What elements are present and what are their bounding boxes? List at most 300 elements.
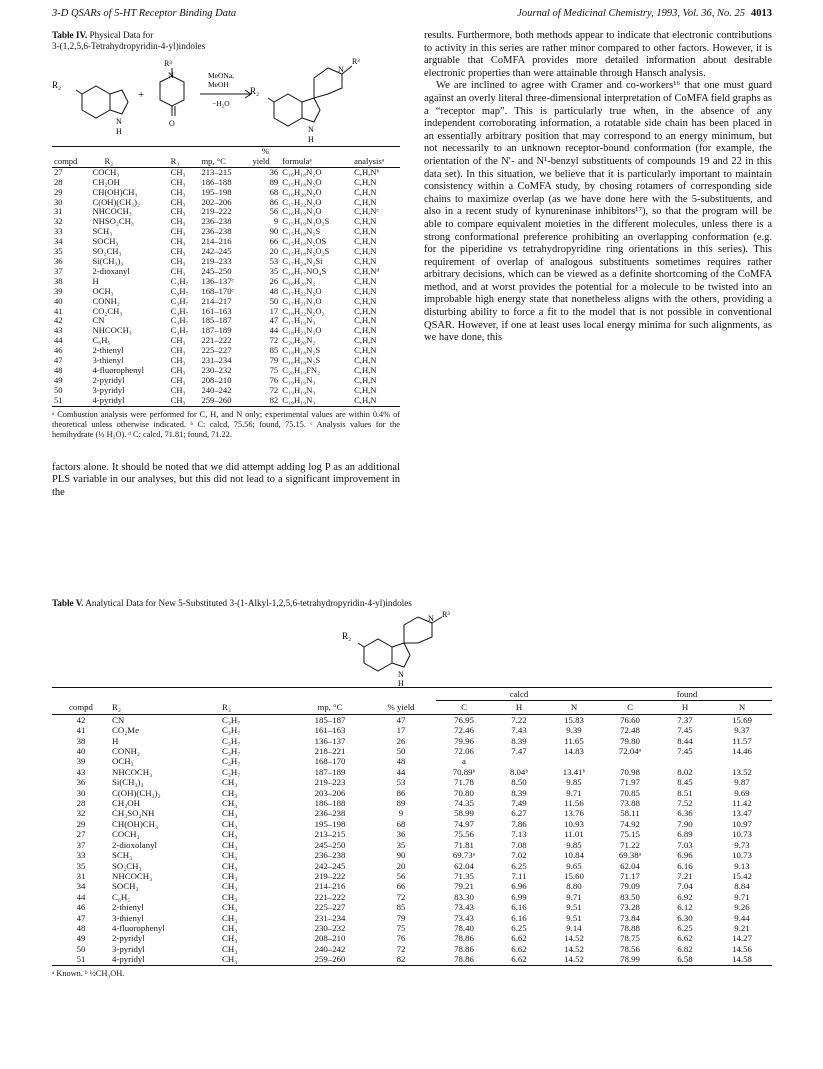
col-analysis: analysisᵃ xyxy=(352,157,400,167)
cell-calcd-h: 8.39 xyxy=(511,787,527,798)
cell-yield: 76 xyxy=(396,933,406,944)
cell-formula: C₁₈H₁₇NO₄S xyxy=(282,265,327,276)
cell-compd: 28 xyxy=(76,798,86,809)
cell-found-c: 78.75 xyxy=(620,933,640,944)
cell-mp: 231–234 xyxy=(314,912,346,923)
cell-calcd-c: 72.46 xyxy=(454,725,474,736)
cell-analysis: C,H,N xyxy=(352,396,400,406)
cell-yield: 20 xyxy=(269,246,279,257)
cell-calcd-h: 7.08 xyxy=(511,839,527,850)
cell-mp: 225–227 xyxy=(314,902,346,913)
cell-compd: 44 xyxy=(54,335,63,346)
cell-calcd-h: 6.62 xyxy=(511,933,527,944)
cell-mp: 219–222 xyxy=(201,206,232,217)
cell-r2: 4-fluorophenyl xyxy=(92,364,145,375)
cell-analysis: C,H,N xyxy=(354,364,377,375)
cell-r2: Si(CH₃)₃ xyxy=(112,777,144,788)
cell-found-c: 69.38ᵃ xyxy=(618,850,642,861)
cell-r2: C(OH)(CH₃)₂ xyxy=(112,787,161,798)
cell-analysis: C,H,N xyxy=(354,176,377,187)
right-paragraph-2: We are inclined to agree with Cramer and co-workers¹⁶ that one must guard against an overly literal three-dimensional interpretation of CoMFA field graphs as a “receptor map”. This is particularly true when, in the absence of any independent corroborating information, a rotatable side chain has been placed in an essentially arbitrary position that may correspond to an energy minimum, but not necessarily to an unknown receptor-bound conformation (for example, the orientation of the N′- and N¹-benzyl substituents of compounds 19 and 22 in this data set). In this situation, we believe that it is particularly important to maintain consistency within a CoMFA study, by chosing rotamers of corresponding side chains to maximize overlap (as we have done here with the 5-substituents, and also in a recent study of kynureninase inhibitors¹⁷), so that the program will be able to compare equivalent moieties in the different molecules, unless there is a strong conformational preference prohibiting an overlapping conformation (e.g. for the piperidine vs tetrahydropyridine ring orientations in this series). This requirement of overlap of analogous substituents sometimes requires rather arbitrary decisions, which can be viewed as a definite shortcoming of the CoMFA method, and at worst provides the potential for a molecule to be twisted into an improbable high energy state that nonetheless aligns with the others, providing a disturbing ability to force a fit to the model that is not possible in conventional QSAR. However, if one at least uses local energy minima for such alignments, as we have done, this xyxy=(424,80,772,344)
col-r3: R₃ xyxy=(169,157,200,167)
cell-mp: 208–210 xyxy=(201,374,232,385)
cell-calcd-c: 78.40 xyxy=(454,922,474,933)
cell-calcd-n: 11.01 xyxy=(564,829,584,840)
cell-yield: 68 xyxy=(269,186,279,197)
cell-formula: C₁₆H₁₈N₂O xyxy=(282,166,322,177)
cell-found-c: 72.48 xyxy=(620,725,640,736)
cell-calcd-n: 11.56 xyxy=(564,798,584,809)
cell-r2: CO₂Me xyxy=(112,725,140,736)
cell-calcd-n: 9.51 xyxy=(566,902,582,913)
cell-mp: 214–217 xyxy=(201,295,232,306)
cell-analysis: C,H,N xyxy=(354,236,377,247)
cell-found-h: 6.12 xyxy=(677,902,693,913)
cell-r2: H xyxy=(92,275,99,286)
cell-calcd-c: 69.73ᵃ xyxy=(452,850,476,861)
cell-yield: 50 xyxy=(269,295,279,306)
cell-formula: C₁₈H₂₃N₃O xyxy=(282,325,322,336)
cell-yield: 53 xyxy=(269,255,279,266)
cell-mp: 245–250 xyxy=(201,265,232,276)
t5-r2: R₂ xyxy=(342,631,352,641)
cell-compd: 32 xyxy=(76,808,86,819)
cell-calcd-h: 6.96 xyxy=(511,881,527,892)
cell-yield: 44 xyxy=(269,325,279,336)
cell-found-h: 8.45 xyxy=(677,777,693,788)
cell-compd: 30 xyxy=(76,787,86,798)
cell-compd: 36 xyxy=(54,255,63,266)
cell-yield: 68 xyxy=(396,818,406,829)
cell-mp: 230–232 xyxy=(201,364,232,375)
cell-calcd-n: 9.85 xyxy=(566,777,582,788)
cell-yield: 79 xyxy=(269,355,279,366)
cell-found-h xyxy=(658,756,712,766)
cell-formula: C₁₇H₂₄N₂Si xyxy=(282,255,323,266)
cell-compd: 33 xyxy=(76,850,86,861)
cell-calcd-h: 7.49 xyxy=(511,798,527,809)
cell-mp: 214–216 xyxy=(314,881,346,892)
cell-compd: 38 xyxy=(54,275,63,286)
cell-calcd-c: 73.43 xyxy=(454,912,474,923)
cell-r2: SOCH₃ xyxy=(92,236,119,247)
cell-yield: 26 xyxy=(269,275,279,286)
cell-found-n: 11.57 xyxy=(732,735,752,746)
cell-r2: C₆H₅ xyxy=(112,891,131,902)
scheme-piperidone-o: O xyxy=(169,119,175,128)
cell-r2: SCH₃ xyxy=(92,226,113,237)
cell-calcd-c: 71.81 xyxy=(454,839,474,850)
cell-formula: C₁₅H₁₈N₂S xyxy=(282,226,321,237)
cell-r3: CH₃ xyxy=(170,345,186,356)
col-yield-percent: % xyxy=(261,146,269,156)
cell-yield: 35 xyxy=(396,839,406,850)
cell-compd: 50 xyxy=(76,943,86,954)
cell-yield: 44 xyxy=(396,766,406,777)
cell-found-n: 10.73 xyxy=(732,829,752,840)
cell-r2: 2-thienyl xyxy=(112,902,144,913)
cell-r3: CH₃ xyxy=(222,943,238,954)
cell-r2: CN xyxy=(92,315,105,326)
cell-formula: C₁₈H₂₂N₂O₂ xyxy=(282,305,325,316)
col-formula: formulaᵃ xyxy=(280,157,352,167)
cell-yield: 72 xyxy=(269,384,279,395)
cell-compd: 34 xyxy=(76,881,86,892)
cell-calcd-n: 9.14 xyxy=(566,922,582,933)
cell-found-c: 78.56 xyxy=(620,943,640,954)
scheme-plus: + xyxy=(138,89,145,101)
cell-analysis: C,H,N xyxy=(354,295,377,306)
cell-found-h: 6.96 xyxy=(677,850,693,861)
scheme-reagent-3: −H₂O xyxy=(212,99,230,108)
cell-r3: CH₃ xyxy=(170,216,186,227)
cell-mp: 259–260 xyxy=(314,954,346,965)
cell-r3: CH₃ xyxy=(170,176,186,187)
cell-analysis: C,H,N xyxy=(354,275,377,286)
cell-r2: 4-pyridyl xyxy=(91,396,169,406)
cell-found-n: 9.26 xyxy=(734,902,750,913)
t5-h: H xyxy=(398,679,404,687)
cell-calcd-h: 7.47 xyxy=(511,746,527,757)
cell-r2: 2-pyridyl xyxy=(92,374,125,385)
cell-analysis: C,H,N xyxy=(354,345,377,356)
col-r2: R₂ xyxy=(91,157,169,167)
cell-yield: 75 xyxy=(269,364,279,375)
cell-mp: 214–216 xyxy=(201,236,232,247)
cell-mp: 225–227 xyxy=(201,345,232,356)
table-row xyxy=(52,819,772,829)
cell-calcd-c: 74.97 xyxy=(454,818,474,829)
cell-compd: 48 xyxy=(76,922,86,933)
cell-compd: 39 xyxy=(54,285,63,296)
cell-yield: 89 xyxy=(396,798,406,809)
cell-compd: 31 xyxy=(76,870,86,881)
cell-mp: 245–250 xyxy=(314,839,346,850)
cell-found-h: 8.44 xyxy=(677,735,693,746)
table-iv-body xyxy=(52,167,400,406)
scheme-piperidone-r3: R³ xyxy=(164,59,172,68)
cell-calcd-h: 6.25 xyxy=(511,922,527,933)
cell-yield: 89 xyxy=(269,176,279,187)
cell-compd: 49 xyxy=(54,374,63,385)
cell-r2: NHCOCH₃ xyxy=(112,766,153,777)
cell-compd: 29 xyxy=(54,186,63,197)
table-row xyxy=(52,881,772,891)
cell-r3: CH₃ xyxy=(170,364,186,375)
cell-r3: CH₃ xyxy=(222,954,238,965)
cell-formula: C₁₉H₁₉N₃ xyxy=(282,384,316,395)
cell-compd: 42 xyxy=(54,315,63,326)
cell-r2: SOCH₃ xyxy=(112,881,139,892)
cell-r2: C(OH)(CH₃)₂ xyxy=(92,196,141,207)
cell-r3: CH₃ xyxy=(170,265,186,276)
cell-r3: C₃H₇ xyxy=(222,756,241,767)
cell-analysis: C,H,N xyxy=(354,216,377,227)
cell-analysis: C,H,N xyxy=(354,226,377,237)
cell-compd: 49 xyxy=(76,933,86,944)
col-found-h: H xyxy=(658,701,712,714)
cell-r2: CN xyxy=(112,714,125,725)
cell-yield: 53 xyxy=(396,777,406,788)
table-row xyxy=(52,840,772,850)
cell-found-h: 6.36 xyxy=(677,808,693,819)
cell-calcd-c: 70.80 xyxy=(454,787,474,798)
cell-mp: 161–163 xyxy=(201,305,232,316)
cell-r3: CH₃ xyxy=(222,798,238,809)
table-v-footnote: ᵃ Known. ᵇ ½CH₃OH. xyxy=(52,968,125,978)
cell-compd: 29 xyxy=(76,818,86,829)
cell-compd: 50 xyxy=(54,384,63,395)
col-found-c: C xyxy=(602,701,658,714)
cell-found-n: 9.44 xyxy=(734,912,750,923)
cell-r2: NHCOCH₃ xyxy=(92,206,132,217)
scheme-product-r3: R³ xyxy=(352,57,360,66)
cell-compd: 40 xyxy=(54,295,63,306)
cell-r2: COCH₃ xyxy=(112,829,140,840)
cell-formula: C₁₅H₁₈N₂OS xyxy=(282,236,327,247)
cell-r3: CH₃ xyxy=(170,236,186,247)
cell-found-h: 6.82 xyxy=(677,943,693,954)
t5-n: N xyxy=(398,670,404,679)
cell-r3: CH₃ xyxy=(222,829,238,840)
cell-found-n: 13.52 xyxy=(732,766,752,777)
cell-calcd-h: 8.39 xyxy=(511,735,527,746)
cell-r2: OCH₃ xyxy=(112,756,134,767)
cell-found-h: 6.62 xyxy=(677,933,693,944)
cell-calcd-c: 76.95 xyxy=(454,714,474,725)
table-v xyxy=(52,687,772,965)
cell-yield: 47 xyxy=(396,714,406,725)
cell-calcd-c: 74.35 xyxy=(454,798,474,809)
cell-analysis: C,H,N xyxy=(354,374,377,385)
cell-r2: CONH₂ xyxy=(112,746,140,757)
cell-mp: 219–233 xyxy=(201,255,232,266)
table-v-block xyxy=(52,598,772,979)
cell-yield: 36 xyxy=(269,166,279,177)
cell-found-n: 9.21 xyxy=(734,922,750,933)
cell-found-n: 8.84 xyxy=(734,881,750,892)
cell-analysis: C,H,N xyxy=(354,335,377,346)
table-row xyxy=(52,725,772,735)
cell-found-n: 10.97 xyxy=(732,818,752,829)
cell-mp: 185–187 xyxy=(201,315,232,326)
cell-calcd-n: 10.84 xyxy=(564,850,584,861)
cell-mp: 221–222 xyxy=(201,335,232,346)
table-row xyxy=(52,746,772,756)
cell-compd: 38 xyxy=(76,735,86,746)
scheme-indole-n: N xyxy=(116,117,122,126)
cell-compd: 51 xyxy=(52,396,91,406)
cell-r3: CH₃ xyxy=(170,374,186,385)
cell-r3: CH₃ xyxy=(170,355,186,366)
cell-calcd-c: 71.35 xyxy=(454,870,474,881)
cell-found-h: 6.16 xyxy=(677,860,693,871)
cell-r2: CH(OH)CH₃ xyxy=(112,818,159,829)
cell-formula: C₁₉H₁₉N₃ xyxy=(282,374,316,385)
table-iv xyxy=(52,147,400,407)
cell-found-c: 76.60 xyxy=(620,714,640,725)
cell-yield: 17 xyxy=(396,725,406,736)
cell-compd: 37 xyxy=(76,839,86,850)
scheme-reagent-1: MeONa, xyxy=(208,71,235,80)
cell-r3: C₃H₇ xyxy=(170,315,189,326)
cell-calcd-n: 11.65 xyxy=(564,735,584,746)
cell-r2: NHCOCH₃ xyxy=(92,325,132,336)
table-iv-title: Table IV. xyxy=(52,30,88,40)
cell-r3: C₃H₇ xyxy=(222,746,241,757)
cell-formula: C₂₀H₁₉FN₂ xyxy=(282,364,321,375)
cell-r3: CH₃ xyxy=(170,255,186,266)
cell-r2: COCH₃ xyxy=(92,166,120,177)
cell-compd: 47 xyxy=(76,912,86,923)
cell-mp: 240–242 xyxy=(201,384,232,395)
scheme-reagent-2: MeOH xyxy=(208,80,229,89)
cell-r2: CH(OH)CH₃ xyxy=(92,186,138,197)
cell-r3: CH₃ xyxy=(169,396,200,406)
cell-found-c: 73.28 xyxy=(620,902,640,913)
table-v-bottom-rule xyxy=(52,965,772,966)
cell-yield: 35 xyxy=(269,265,279,276)
cell-r2: 3-thienyl xyxy=(92,355,124,366)
cell-r2: SCH₃ xyxy=(112,850,133,861)
scheme-product-h: H xyxy=(308,135,314,144)
cell-calcd-h: 7.13 xyxy=(511,829,527,840)
cell-formula: C₁₆H₁₉N₃O xyxy=(282,206,322,217)
cell-calcd-h: 7.86 xyxy=(511,818,527,829)
cell-found-c: 71.97 xyxy=(620,777,640,788)
cell-analysis: C,H,N xyxy=(354,305,377,316)
cell-r3: CH₃ xyxy=(170,246,186,257)
table-v-structure xyxy=(52,611,772,687)
cell-found-n: 14.46 xyxy=(732,746,752,757)
cell-r2: H xyxy=(112,735,119,746)
cell-r2: 2-thienyl xyxy=(92,345,124,356)
cell-yield: 9 xyxy=(273,216,279,227)
cell-yield: 50 xyxy=(396,746,406,757)
cell-compd: 36 xyxy=(76,777,86,788)
col-calcd-n: N xyxy=(546,701,602,714)
cell-r3: CH₃ xyxy=(222,881,238,892)
cell-calcd-c: 79.21 xyxy=(454,881,474,892)
cell-found-n: 10.73 xyxy=(732,850,752,861)
cell-mp: 195–198 xyxy=(314,818,346,829)
cell-calcd-h: 8.04ᵇ xyxy=(509,766,529,777)
cell-found-c: 71.22 xyxy=(620,839,640,850)
scheme-product-r2: R₂ xyxy=(250,86,260,96)
cell-formula: C₁₇H₂₁N₃O xyxy=(282,295,322,306)
cell-r2: CH₃SO₂NH xyxy=(112,808,155,819)
table-row xyxy=(52,850,772,860)
cell-compd: 39 xyxy=(76,756,86,767)
table-iv-caption xyxy=(52,30,400,52)
cell-calcd-h: 6.16 xyxy=(511,902,527,913)
cell-calcd-n: 13.41ᵇ xyxy=(562,766,586,777)
cell-analysis: C,H,N xyxy=(354,325,377,336)
cell-yield: 56 xyxy=(269,206,279,217)
cell-formula: C₁₅H₁₈N₂O xyxy=(282,176,322,187)
cell-compd: 33 xyxy=(54,226,63,237)
cell-yield: 90 xyxy=(269,226,279,237)
left-body-text xyxy=(52,462,400,500)
cell-calcd-c: 72.06 xyxy=(454,746,474,757)
cell-found-c: 78.99 xyxy=(620,954,640,965)
cell-compd: 34 xyxy=(54,236,63,247)
cell-calcd-n: 15.60 xyxy=(564,870,584,881)
col-calcd-c: C xyxy=(436,701,492,714)
cell-analysis: C,H,Nᵈ xyxy=(354,265,380,276)
cell-mp: 242–245 xyxy=(314,860,346,871)
cell-mp: 236–238 xyxy=(201,226,232,237)
cell-r3: C₃H₇ xyxy=(222,714,241,725)
cell-mp: 185–187 xyxy=(314,714,346,725)
cell-r2: 4-pyridyl xyxy=(112,954,145,965)
cell-r3: CH₃ xyxy=(222,891,238,902)
cell-compd: 41 xyxy=(76,725,86,736)
cell-mp: 231–234 xyxy=(201,355,232,366)
col-mp: mp, °C xyxy=(294,701,366,714)
cell-compd: 46 xyxy=(54,345,63,356)
cell-calcd-n: 14.83 xyxy=(564,746,584,757)
cell-calcd-h: 7.43 xyxy=(511,725,527,736)
cell-mp: 136–137 xyxy=(314,735,346,746)
cell-found-h: 6.92 xyxy=(677,891,693,902)
scheme-indole-h: H xyxy=(116,127,122,136)
cell-calcd-c: 70.89ᵇ xyxy=(452,766,476,777)
table-row xyxy=(52,933,772,943)
table-row xyxy=(52,808,772,818)
cell-r3: CH₃ xyxy=(222,922,238,933)
cell-found-h: 6.30 xyxy=(677,912,693,923)
table-v-caption xyxy=(52,598,772,609)
cell-r2: 3-pyridyl xyxy=(112,943,145,954)
cell-r2: 3-pyridyl xyxy=(92,384,125,395)
right-paragraph-1: results. Furthermore, both methods appear to indicate that electronic contributions to activity in this series are rather minor compared to other factors. However, it is arguable that CoMFA provides more detailed information about desirable electronic properties than were attainable through Hansch analysis. xyxy=(424,30,772,79)
cell-found-n xyxy=(712,756,772,766)
cell-analysis: C,H,N xyxy=(354,315,377,326)
cell-found-c: 70.98 xyxy=(620,766,640,777)
cell-compd: 43 xyxy=(76,766,86,777)
cell-mp: 195–198 xyxy=(201,186,232,197)
cell-r2: 2-pyridyl xyxy=(112,933,145,944)
scheme-product-n: N xyxy=(308,125,314,134)
cell-r3: CH₃ xyxy=(222,839,238,850)
cell-yield: 48 xyxy=(269,285,279,296)
cell-yield: 85 xyxy=(396,902,406,913)
cell-calcd-h: 6.16 xyxy=(511,912,527,923)
cell-found-n: 14.58 xyxy=(732,954,752,965)
cell-found-c: 73.84 xyxy=(620,912,640,923)
cell-r2: SO₂CH₃ xyxy=(112,860,142,871)
cell-mp: 161–163 xyxy=(314,725,346,736)
table-v-body xyxy=(52,714,772,964)
cell-calcd-h: 6.27 xyxy=(511,808,527,819)
cell-mp: 230–232 xyxy=(314,922,346,933)
reaction-scheme xyxy=(52,54,400,144)
cell-compd: 48 xyxy=(54,364,63,375)
cell-formula: C₁₉H₁₉N₃ xyxy=(280,396,352,406)
table-row xyxy=(52,798,772,808)
table-row xyxy=(52,788,772,798)
table-v-title: Table V. xyxy=(52,598,84,608)
cell-compd: 30 xyxy=(54,196,63,207)
cell-calcd-h: 7.11 xyxy=(511,870,527,881)
cell-compd: 32 xyxy=(54,216,63,227)
cell-mp: 213–215 xyxy=(201,166,232,177)
cell-analysis: C,H,N xyxy=(354,355,377,366)
cell-calcd-h: 8.50 xyxy=(511,777,527,788)
col-mp: mp, °C xyxy=(199,157,250,167)
cell-found-n: 9.37 xyxy=(734,725,750,736)
